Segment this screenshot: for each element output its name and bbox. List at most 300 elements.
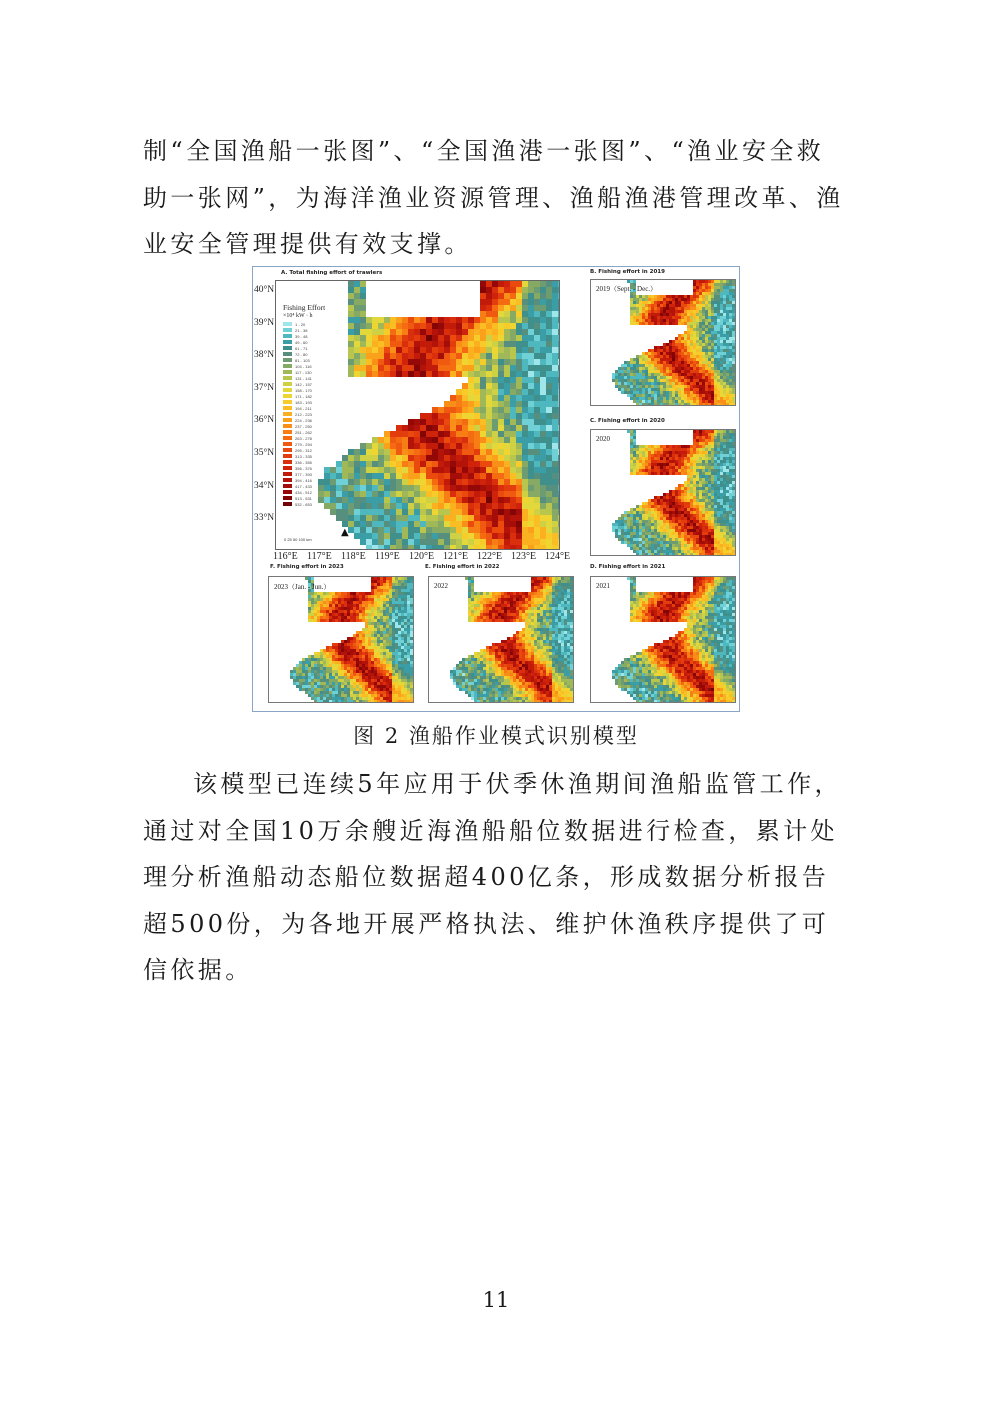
heatmap-cell	[702, 439, 705, 442]
heatmap-cell	[687, 298, 690, 301]
heatmap-cell	[645, 664, 648, 667]
heatmap-cell	[636, 454, 639, 457]
heatmap-cell	[630, 361, 633, 364]
heatmap-cell	[528, 527, 534, 533]
heatmap-cell	[408, 329, 414, 335]
heatmap-cell	[408, 359, 414, 365]
heatmap-cell	[702, 508, 705, 511]
heatmap-cell	[699, 460, 702, 463]
legend-swatch	[283, 460, 292, 464]
heatmap-cell	[639, 322, 642, 325]
heatmap-cell	[492, 317, 498, 323]
heatmap-cell	[663, 454, 666, 457]
heatmap-cell	[720, 580, 723, 583]
heatmap-cell	[708, 349, 711, 352]
heatmap-cell	[660, 604, 663, 607]
heatmap-cell	[702, 325, 705, 328]
longitude-label: 120°E	[409, 551, 435, 562]
heatmap-cell	[723, 544, 726, 547]
heatmap-cell	[699, 490, 702, 493]
heatmap-cell	[645, 397, 648, 400]
heatmap-cell	[675, 511, 678, 514]
heatmap-cell	[636, 655, 639, 658]
heatmap-cell	[636, 541, 639, 544]
legend-swatch	[283, 388, 292, 392]
heatmap-cell	[414, 509, 420, 515]
heatmap-cell	[681, 295, 684, 298]
heatmap-cell	[723, 367, 726, 370]
heatmap-cell	[438, 335, 444, 341]
heatmap-cell	[684, 403, 687, 405]
heatmap-cell	[681, 667, 684, 670]
heatmap-cell	[705, 283, 708, 286]
heatmap-cell	[528, 353, 534, 359]
heatmap-cell	[690, 352, 693, 355]
heatmap-cell	[627, 391, 630, 394]
heatmap-cell	[702, 667, 705, 670]
heatmap-cell	[669, 664, 672, 667]
heatmap-cell	[450, 503, 456, 509]
heatmap-cell	[627, 379, 630, 382]
heatmap-cell	[702, 586, 705, 589]
heatmap-cell	[720, 280, 723, 283]
heatmap-cell	[726, 619, 729, 622]
heatmap-cell	[723, 340, 726, 343]
heatmap-cell	[627, 529, 630, 532]
heatmap-cell	[663, 661, 666, 664]
heatmap-cell	[666, 517, 669, 520]
heatmap-cell	[726, 640, 729, 643]
heatmap-cell	[675, 544, 678, 547]
heatmap-cell	[522, 485, 528, 491]
heatmap-cell	[504, 311, 510, 317]
heatmap-cell	[678, 655, 681, 658]
heatmap-cell	[681, 313, 684, 316]
heatmap-cell	[342, 515, 348, 521]
heatmap-cell	[717, 541, 720, 544]
heatmap-cell	[726, 445, 729, 448]
heatmap-cell	[414, 455, 420, 461]
heatmap-cell	[714, 547, 717, 550]
heatmap-cell	[663, 544, 666, 547]
heatmap-cell	[480, 407, 486, 413]
heatmap-cell	[729, 352, 732, 355]
heatmap-cell	[699, 580, 702, 583]
heatmap-cell	[636, 382, 639, 385]
heatmap-cell	[708, 454, 711, 457]
heatmap-cell	[630, 535, 633, 538]
heatmap-cell	[696, 577, 699, 580]
heatmap-cell	[687, 598, 690, 601]
heatmap-cell	[627, 430, 630, 433]
heatmap-cell	[678, 388, 681, 391]
heatmap-cell	[354, 509, 360, 515]
heatmap-cell	[708, 592, 711, 595]
heatmap-cell	[396, 509, 402, 515]
legend-swatch	[283, 436, 292, 440]
heatmap-cell	[639, 307, 642, 310]
heatmap-cell	[558, 533, 559, 539]
heatmap-cell	[681, 400, 684, 403]
heatmap-cell	[657, 649, 660, 652]
heatmap-cell	[711, 280, 714, 283]
heatmap-cell	[648, 307, 651, 310]
heatmap-cell	[708, 526, 711, 529]
heatmap-cell	[660, 544, 663, 547]
heatmap-cell	[516, 377, 522, 383]
heatmap-cell	[372, 545, 378, 549]
heatmap-cell	[684, 601, 687, 604]
heatmap-cell	[648, 382, 651, 385]
longitude-label: 118°E	[341, 551, 366, 562]
heatmap-cell	[696, 634, 699, 637]
heatmap-cell	[726, 301, 729, 304]
heatmap-cell	[615, 667, 618, 670]
heatmap-cell	[699, 484, 702, 487]
heatmap-cell	[360, 467, 366, 473]
heatmap-cell	[633, 313, 636, 316]
heatmap-cell	[657, 523, 660, 526]
heatmap-cell	[651, 295, 654, 298]
heatmap-cell	[720, 343, 723, 346]
heatmap-cell	[720, 334, 723, 337]
heatmap-cell	[546, 359, 552, 365]
heatmap-cell	[726, 532, 729, 535]
heatmap-cell	[630, 307, 633, 310]
heatmap-cell	[693, 442, 696, 445]
heatmap-cell	[432, 491, 438, 497]
heatmap-cell	[660, 385, 663, 388]
heatmap-cell	[630, 457, 633, 460]
legend-swatch	[283, 340, 292, 344]
heatmap-cell	[657, 472, 660, 475]
longitude-label: 116°E	[273, 551, 298, 562]
heatmap-cell	[633, 544, 636, 547]
heatmap-cell	[675, 316, 678, 319]
heatmap-cell	[672, 403, 675, 405]
heatmap-cell	[708, 649, 711, 652]
heatmap-cell	[540, 359, 546, 365]
heatmap-cell	[675, 604, 678, 607]
heatmap-cell	[480, 341, 486, 347]
heatmap-cell	[714, 400, 717, 403]
heatmap-cell	[633, 433, 636, 436]
heatmap-cell	[360, 311, 366, 317]
heatmap-cell	[462, 335, 468, 341]
heatmap-cell	[690, 526, 693, 529]
heatmap-cell	[651, 352, 654, 355]
heatmap-cell	[660, 313, 663, 316]
heatmap-cell	[678, 295, 681, 298]
heatmap-cell	[678, 640, 681, 643]
heatmap-cell	[705, 622, 708, 625]
heatmap-cell	[639, 595, 642, 598]
heatmap-cell	[726, 367, 729, 370]
heatmap-cell	[726, 481, 729, 484]
heatmap-cell	[711, 448, 714, 451]
heatmap-cell	[639, 514, 642, 517]
heatmap-cell	[723, 331, 726, 334]
heatmap-cell	[678, 349, 681, 352]
heatmap-cell	[687, 538, 690, 541]
heatmap-cell	[636, 322, 639, 325]
heatmap-cell	[663, 301, 666, 304]
heatmap-cell	[669, 373, 672, 376]
heatmap-cell	[726, 328, 729, 331]
heatmap-cell	[702, 580, 705, 583]
heatmap-cell	[366, 347, 372, 353]
heatmap-cell	[639, 460, 642, 463]
heatmap-cell	[462, 509, 468, 515]
heatmap-cell	[720, 454, 723, 457]
heatmap-cell	[402, 443, 408, 449]
heatmap-cell	[663, 520, 666, 523]
heatmap-cell	[693, 607, 696, 610]
heatmap-cell	[693, 652, 696, 655]
heatmap-cell	[645, 472, 648, 475]
heatmap-cell	[648, 379, 651, 382]
heatmap-cell	[648, 523, 651, 526]
heatmap-cell	[705, 601, 708, 604]
heatmap-cell	[732, 313, 735, 316]
heatmap-cell	[624, 514, 627, 517]
heatmap-cell	[687, 451, 690, 454]
heatmap-cell	[723, 490, 726, 493]
heatmap-cell	[723, 298, 726, 301]
heatmap-cell	[444, 347, 450, 353]
heatmap-cell	[699, 628, 702, 631]
heatmap-cell	[666, 541, 669, 544]
heatmap-cell	[534, 539, 540, 545]
heatmap-cell	[642, 508, 645, 511]
heatmap-cell	[666, 313, 669, 316]
heatmap-cell	[510, 323, 516, 329]
legend-label: 251 - 262	[295, 429, 312, 435]
heatmap-cell	[636, 607, 639, 610]
heatmap-cell	[642, 610, 645, 613]
heatmap-cell	[729, 619, 732, 622]
heatmap-cell	[714, 490, 717, 493]
heatmap-cell	[711, 364, 714, 367]
heatmap-cell	[705, 526, 708, 529]
heatmap-cell	[681, 532, 684, 535]
heatmap-cell	[705, 331, 708, 334]
heatmap-cell	[690, 658, 693, 661]
heatmap-cell	[438, 497, 444, 503]
heatmap-cell	[618, 667, 621, 670]
heatmap-cell	[690, 502, 693, 505]
heatmap-cell	[420, 365, 426, 371]
heatmap-cell	[699, 382, 702, 385]
heatmap-cell	[438, 407, 444, 413]
heatmap-cell	[729, 508, 732, 511]
heatmap-cell	[684, 640, 687, 643]
heatmap-cell	[699, 472, 702, 475]
heatmap-cell	[630, 310, 633, 313]
heatmap-cell	[426, 491, 432, 497]
heatmap-cell	[639, 457, 642, 460]
heatmap-cell	[639, 529, 642, 532]
heatmap-cell	[633, 541, 636, 544]
heatmap-cell	[729, 367, 732, 370]
heatmap-cell	[540, 419, 546, 425]
heatmap-cell	[468, 485, 474, 491]
legend-swatch	[283, 454, 292, 458]
heatmap-cell	[732, 595, 735, 598]
heatmap-cell	[708, 469, 711, 472]
heatmap-cell	[636, 391, 639, 394]
heatmap-cell	[702, 397, 705, 400]
heatmap-cell	[666, 343, 669, 346]
heatmap-cell	[528, 311, 534, 317]
heatmap-cell	[630, 655, 633, 658]
heatmap-cell	[708, 622, 711, 625]
heatmap-cell	[723, 661, 726, 664]
heatmap-cell	[672, 310, 675, 313]
heatmap-cell	[684, 379, 687, 382]
heatmap-cell	[510, 497, 516, 503]
heatmap-cell	[717, 442, 720, 445]
heatmap-cell	[390, 473, 396, 479]
heatmap-cell	[699, 433, 702, 436]
heatmap-cell	[648, 451, 651, 454]
heatmap-cell	[723, 667, 726, 670]
heatmap-cell	[666, 520, 669, 523]
heatmap-cell	[372, 365, 378, 371]
heatmap-cell	[492, 455, 498, 461]
heatmap-cell	[708, 289, 711, 292]
heatmap-cell	[636, 610, 639, 613]
heatmap-cell	[663, 598, 666, 601]
heatmap-cell	[474, 509, 480, 515]
heatmap-cell	[672, 598, 675, 601]
heatmap-cell	[720, 472, 723, 475]
heatmap-cell	[702, 331, 705, 334]
heatmap-cell	[702, 589, 705, 592]
heatmap-cell	[633, 667, 636, 670]
legend-swatch	[283, 382, 292, 386]
heatmap-cell	[720, 577, 723, 580]
heatmap-cell	[696, 337, 699, 340]
heatmap-cell	[708, 535, 711, 538]
heatmap-cell	[636, 361, 639, 364]
heatmap-cell	[645, 400, 648, 403]
heatmap-cell	[693, 373, 696, 376]
heatmap-cell	[654, 616, 657, 619]
heatmap-cell	[396, 347, 402, 353]
heatmap-cell	[672, 499, 675, 502]
heatmap-cell	[540, 449, 546, 455]
heatmap-cell	[705, 520, 708, 523]
heatmap-cell	[480, 467, 486, 473]
heatmap-cell	[666, 499, 669, 502]
heatmap-cell	[642, 295, 645, 298]
heatmap-cell	[702, 634, 705, 637]
heatmap-cell	[642, 505, 645, 508]
heatmap-cell	[705, 667, 708, 670]
heatmap-cell	[696, 607, 699, 610]
heatmap-cell	[402, 317, 408, 323]
heatmap-cell	[651, 463, 654, 466]
heatmap-cell	[546, 353, 552, 359]
heatmap-cell	[726, 370, 729, 373]
heatmap-cell	[663, 547, 666, 550]
heatmap-cell	[684, 508, 687, 511]
heatmap-cell	[480, 425, 486, 431]
heatmap-cell	[729, 436, 732, 439]
heatmap-cell	[726, 499, 729, 502]
heatmap-cell	[711, 463, 714, 466]
heatmap-cell	[630, 364, 633, 367]
heatmap-cell	[681, 652, 684, 655]
heatmap-cell	[510, 311, 516, 317]
heatmap-cell	[636, 613, 639, 616]
heatmap-cell	[732, 589, 735, 592]
heatmap-cell	[633, 580, 636, 583]
heatmap-cell	[522, 401, 528, 407]
heatmap-cell	[723, 640, 726, 643]
heatmap-cell	[654, 610, 657, 613]
heatmap-cell	[699, 283, 702, 286]
heatmap-cell	[684, 637, 687, 640]
heatmap-cell	[729, 286, 732, 289]
heatmap-cell	[729, 334, 732, 337]
heatmap-cell	[708, 637, 711, 640]
heatmap-cell	[678, 517, 681, 520]
heatmap-cell	[651, 457, 654, 460]
heatmap-cell	[729, 445, 732, 448]
heatmap-cell	[534, 407, 540, 413]
heatmap-cell	[498, 539, 504, 545]
heatmap-cell	[681, 661, 684, 664]
heatmap-cell	[546, 401, 552, 407]
heatmap-cell	[669, 619, 672, 622]
heatmap-cell	[717, 433, 720, 436]
heatmap-cell	[675, 550, 678, 553]
heatmap-cell	[636, 661, 639, 664]
heatmap-cell	[642, 613, 645, 616]
heatmap-cell	[636, 667, 639, 670]
heatmap-cell	[714, 280, 717, 283]
heatmap-cell	[705, 637, 708, 640]
heatmap-cell	[384, 545, 390, 549]
heatmap-cell	[732, 619, 735, 622]
heatmap-cell	[516, 527, 522, 533]
heatmap-cell	[648, 670, 651, 673]
heatmap-cell	[666, 373, 669, 376]
heatmap-cell	[678, 661, 681, 664]
heatmap-cell	[546, 413, 552, 419]
heatmap-cell	[690, 505, 693, 508]
heatmap-cell	[636, 469, 639, 472]
heatmap-cell	[720, 355, 723, 358]
heatmap-cell	[657, 355, 660, 358]
heatmap-cell	[669, 649, 672, 652]
heatmap-cell	[723, 397, 726, 400]
heatmap-cell	[633, 466, 636, 469]
heatmap-cell	[636, 355, 639, 358]
heatmap-cell	[624, 526, 627, 529]
heatmap-cell	[720, 502, 723, 505]
heatmap-cell	[540, 461, 546, 467]
heatmap-cell	[504, 479, 510, 485]
heatmap-cell	[633, 385, 636, 388]
legend-swatch	[283, 466, 292, 470]
heatmap-cell	[633, 430, 636, 433]
heatmap-cell	[723, 610, 726, 613]
heatmap-cell	[672, 595, 675, 598]
heatmap-cell	[492, 359, 498, 365]
